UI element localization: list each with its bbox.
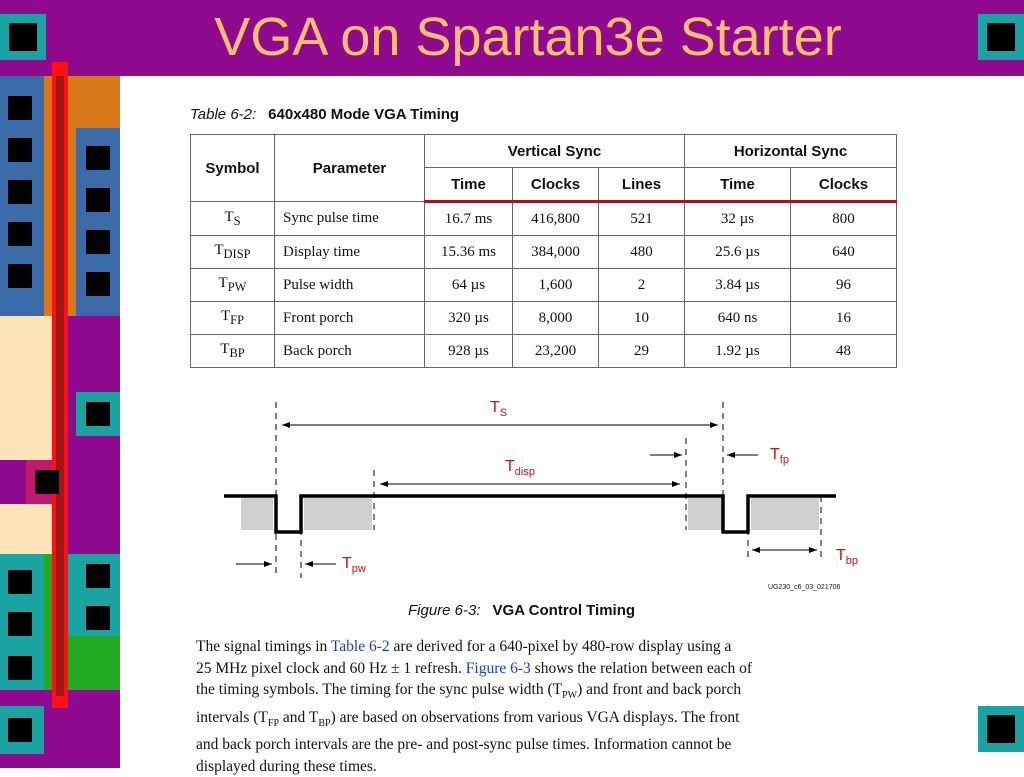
- v-lines-cell: 521: [599, 202, 685, 236]
- slide-title: VGA on Spartan3e Starter: [214, 7, 842, 67]
- top-right-deco-square: [978, 14, 1024, 60]
- symbol-cell: $T_{DISP}$: [191, 236, 275, 269]
- vga-timing-table: [190, 134, 897, 368]
- parameter-cell: Front porch: [275, 302, 425, 335]
- v-time-cell: 16.7 ms: [425, 202, 513, 236]
- v-clocks-cell: 384,000: [513, 236, 599, 269]
- tdisp-label: $T_{disp}$: [505, 458, 535, 478]
- figure-id: UG230_c6_03_021706: [768, 584, 841, 591]
- tpw-label: $T_{pw}$: [342, 555, 366, 575]
- parameter-cell: Sync pulse time: [275, 202, 425, 236]
- v-time-cell: 320 µs: [425, 302, 513, 335]
- left-sidebar-decoration: [0, 76, 120, 768]
- top-left-deco-square: [0, 14, 46, 60]
- parameter-cell: Pulse width: [275, 269, 425, 302]
- h-clocks-cell: 48: [791, 335, 897, 368]
- table-caption-prefix: Table 6-2:: [190, 106, 257, 123]
- table-row: [191, 302, 897, 335]
- front-porch-shade: [688, 498, 722, 530]
- h-time-cell: 25.6 µs: [685, 236, 791, 269]
- title-bar: [0, 0, 1024, 76]
- table-caption: [190, 106, 459, 123]
- h-clocks-cell: 96: [791, 269, 897, 302]
- v-lines-cell: 2: [599, 269, 685, 302]
- parameter-cell: Display time: [275, 236, 425, 269]
- figure-caption-prefix: Figure 6-3:: [408, 602, 481, 619]
- back-porch-shade: [304, 498, 372, 530]
- header-h-clocks: Clocks: [791, 168, 897, 202]
- header-v-time: Time: [425, 168, 513, 202]
- v-clocks-cell: 416,800: [513, 202, 599, 236]
- header-horizontal-sync: Horizontal Sync: [685, 135, 897, 168]
- figure-caption: [408, 602, 635, 619]
- v-time-cell: 928 µs: [425, 335, 513, 368]
- header-vertical-sync: Vertical Sync: [425, 135, 685, 168]
- table-row: [191, 269, 897, 302]
- v-clocks-cell: 23,200: [513, 335, 599, 368]
- back-porch-shade-left: [241, 498, 273, 530]
- vga-timing-diagram: [190, 390, 890, 600]
- parameter-cell: Back porch: [275, 335, 425, 368]
- v-clocks-cell: 1,600: [513, 269, 599, 302]
- table-row: [191, 236, 897, 269]
- symbol-cell: $T_{BP}$: [191, 335, 275, 368]
- dashed-guides: [276, 402, 821, 578]
- symbol-cell: $T_S$: [191, 202, 275, 236]
- table-6-2-link[interactable]: Table 6-2: [330, 638, 390, 655]
- v-clocks-cell: 8,000: [513, 302, 599, 335]
- header-h-time: Time: [685, 168, 791, 202]
- v-time-cell: 64 µs: [425, 269, 513, 302]
- v-time-cell: 15.36 ms: [425, 236, 513, 269]
- tbp-label: $T_{bp}$: [836, 547, 859, 567]
- h-time-cell: 1.92 µs: [685, 335, 791, 368]
- h-time-cell: 3.84 µs: [685, 269, 791, 302]
- symbol-cell: $T_{PW}$: [191, 269, 275, 302]
- v-lines-cell: 10: [599, 302, 685, 335]
- figure-6-3-link[interactable]: Figure 6-3: [465, 659, 531, 677]
- table-row: [191, 335, 897, 368]
- v-lines-cell: 29: [599, 335, 685, 368]
- ts-label: $T_S$: [490, 399, 508, 419]
- tfp-label: $T_{fp}$: [770, 446, 789, 466]
- h-time-cell: 32 µs: [685, 202, 791, 236]
- header-v-clocks: Clocks: [513, 168, 599, 202]
- bottom-right-deco-square: [978, 706, 1024, 752]
- symbol-cell: $T_{FP}$: [191, 302, 275, 335]
- v-lines-cell: 480: [599, 236, 685, 269]
- back-porch-shade-right: [751, 498, 819, 530]
- h-clocks-cell: 800: [791, 202, 897, 236]
- body-paragraph: The signal timings in Table 6-2 are derived for a 640-pixel by 480-row display using a 25 MHz pixel clock and 60 Hz ± 1 refresh. Figure 6-3 shows the relation between each of the timing symbols. The timing for the sync pulse width $(T_{PW})$ and front and back porch intervals ($T_{FP}$ and $T_{BP}$) are based on observations from various VGA displays. The front and back porch intervals are the pre- and post-sync pulse times. Information cannot be displayed during these times.: [196, 638, 753, 775]
- header-symbol: Symbol: [191, 135, 275, 202]
- h-clocks-cell: 640: [791, 236, 897, 269]
- header-parameter: Parameter: [275, 135, 425, 202]
- table-caption-title: 640x480 Mode VGA Timing: [268, 106, 460, 123]
- table-row: [191, 202, 897, 236]
- h-clocks-cell: 16: [791, 302, 897, 335]
- h-time-cell: 640 ns: [685, 302, 791, 335]
- header-v-lines: Lines: [599, 168, 685, 202]
- figure-caption-title: VGA Control Timing: [492, 602, 636, 619]
